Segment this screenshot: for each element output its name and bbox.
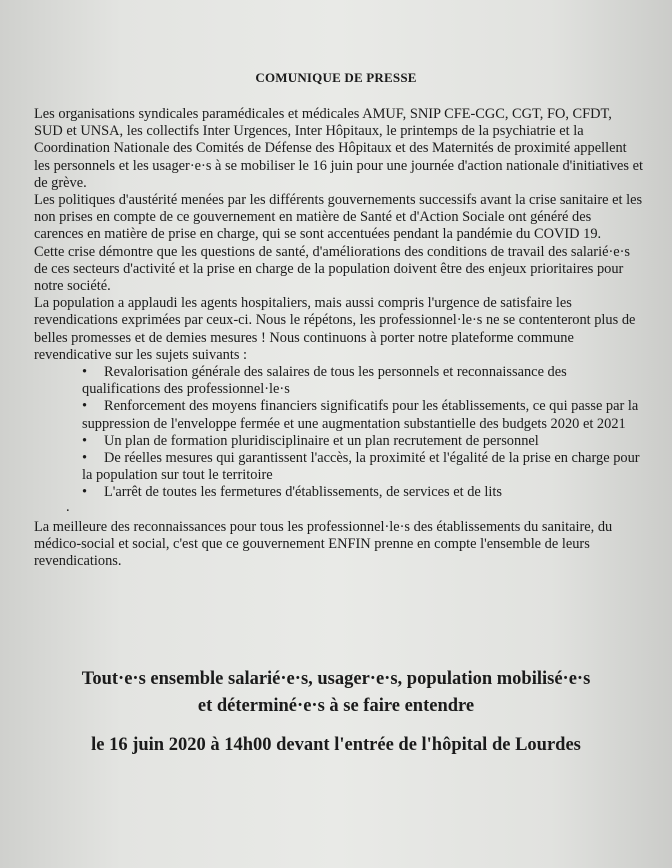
paragraph-demands-intro: La population a applaudi les agents hospitaliers, mais aussi compris l'urgence de satisfaire les revendications exprimées par ceux-ci. Nous le répétons, les professionnel·le·s ne se contenteront plus de belles promesses et de demies mesures ! Nous continuons à porter notre plateforme commune revendicative sur les sujets suivants : [34, 295, 636, 363]
list-item-text: De réelles mesures qui garantissent l'accès, la proximité et l'égalité de la prise en charge pour la population sur tout le territoire [82, 450, 640, 484]
list-item [82, 398, 644, 432]
event-date-location: le 16 juin 2020 à 14h00 devant l'entrée de l'hôpital de Lourdes [91, 735, 581, 755]
demands-list [34, 364, 644, 502]
document-body [34, 106, 644, 570]
list-item [82, 433, 644, 450]
paragraph-crisis: Cette crise démontre que les questions de santé, d'améliorations des conditions de travail des salarié·e·s de ces secteurs d'activité et la prise en charge de la population doivent être des enjeux prioritaires pour notre société. [34, 243, 631, 295]
list-item-text: Un plan de formation pluridisciplinaire et un plan recrutement de personnel [104, 432, 539, 449]
bullet-icon: • [82, 432, 88, 449]
list-item [82, 364, 644, 398]
list-item [82, 484, 644, 501]
list-item-text: L'arrêt de toutes les fermetures d'établissements, de services et de lits [104, 484, 502, 501]
paragraph-closing: La meilleure des reconnaissances pour tous les professionnel·le·s des établissements du sanitaire, du médico-social et social, c'est que ce gouvernement ENFIN prenne en compte l'ensemble de leurs revendications. [34, 518, 613, 570]
document-title: COMUNIQUE DE PRESSE [255, 70, 417, 85]
slogan-line-1: Tout·e·s ensemble salarié·e·s, usager·e·s, population mobilisé·e·s [81, 669, 591, 689]
slogan [0, 666, 672, 720]
slogan-line-2: et déterminé·e·s à se faire entendre [197, 696, 475, 716]
bullet-icon: • [82, 364, 88, 381]
stray-mark: . [66, 498, 70, 515]
bullet-icon: • [82, 484, 88, 501]
bullet-icon: • [82, 398, 88, 415]
list-item-text: Renforcement des moyens financiers significatifs pour les établissements, ce qui passe par la suppression de l'enveloppe fermée et une augmentation substantielle des budgets 2020 et 2021 [82, 398, 639, 432]
list-item [82, 450, 644, 484]
paragraph-austerity: Les politiques d'austérité menées par les différents gouvernements successifs avant la crise sanitaire et les non prises en compte de ce gouvernement en matière de Santé et d'Action Sociale ont généré des carences en matière de prise en charge, qui se sont accentuées pendant la pandémie du COVID 19. [34, 192, 643, 243]
bullet-icon: • [82, 450, 88, 467]
list-item-text: Revalorisation générale des salaires de tous les personnels et reconnaissance des qualifications des professionnel·le·s [82, 364, 567, 398]
paragraph-unions-call: Les organisations syndicales paramédicales et médicales AMUF, SNIP CFE-CGC, CGT, FO, CFDT, SUD et UNSA, les collectifs Inter Urgences, Inter Hôpitaux, le printemps de la psychiatrie et la Coordination Nationale des Comités de Défense des Hôpitaux et des Maternités de proximité appellent les personnels et les usager·e·s à se mobiliser le 16 juin pour une journée d'action nationale d'initiatives et de grève. [34, 106, 644, 191]
